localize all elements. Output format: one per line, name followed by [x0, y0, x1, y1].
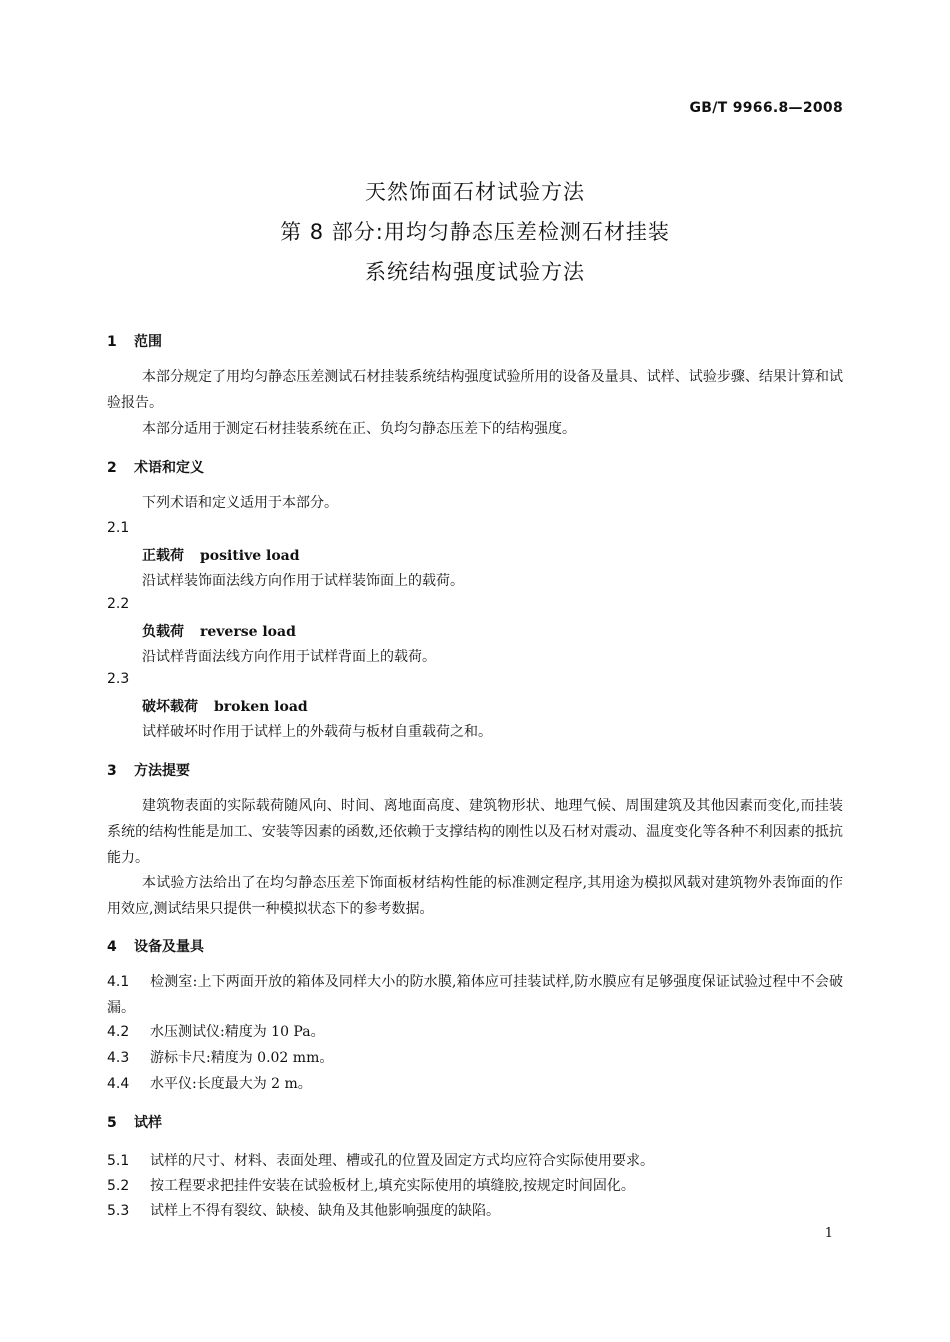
term-2-2-number: 2.2: [107, 596, 130, 612]
term-2-1-definition: 沿试样装饰面法线方向作用于试样装饰面上的载荷。: [142, 573, 464, 589]
item-5-3: [107, 1200, 500, 1220]
section-1-paragraph-1: 本部分规定了用均匀静态压差测试石材挂装系统结构强度试验所用的设备及量具、试样、试验步骤、结果计算和试验报告。: [107, 369, 843, 411]
title-line-2: 第 8 部分:用均匀静态压差检测石材挂装: [280, 220, 670, 244]
item-number: 5.3: [107, 1203, 130, 1219]
section-number: 3: [107, 763, 117, 779]
section-title: 设备及量具: [134, 939, 204, 955]
section-3-heading: [107, 760, 190, 780]
section-1-heading: [107, 331, 162, 351]
item-number: 5.1: [107, 1153, 130, 1169]
item-number: 5.2: [107, 1178, 130, 1194]
section-number: 1: [107, 334, 117, 350]
term-chinese: 正载荷: [142, 548, 184, 564]
section-3-paragraph-2: 本试验方法给出了在均匀静态压差下饰面板材结构性能的标准测定程序,其用途为模拟风载对建筑物外表饰面的作用效应,测试结果只提供一种模拟状态下的参考数据。: [107, 875, 843, 917]
item-5-2: [107, 1175, 635, 1195]
title-line-3: 系统结构强度试验方法: [365, 260, 585, 284]
item-text: 检测室:上下两面开放的箱体及同样大小的防水膜,箱体应可挂装试样,防水膜应有足够强度保证试验过程中不会破漏。: [107, 974, 843, 1016]
term-2-1: [142, 545, 300, 565]
item-number: 4.2: [107, 1024, 130, 1040]
item-4-1: [107, 969, 843, 1021]
item-number: 4.3: [107, 1050, 130, 1066]
item-number: 4.4: [107, 1076, 130, 1092]
term-2-2-definition: 沿试样背面法线方向作用于试样背面上的载荷。: [142, 649, 436, 665]
term-2-3-number: 2.3: [107, 671, 130, 687]
section-number: 2: [107, 460, 117, 476]
item-text: 试样的尺寸、材料、表面处理、槽或孔的位置及固定方式均应符合实际使用要求。: [150, 1153, 654, 1169]
section-5-heading: [107, 1112, 162, 1132]
section-title: 试样: [134, 1115, 162, 1131]
section-4-heading: [107, 936, 204, 956]
item-4-4: [107, 1073, 312, 1093]
term-2-2: [142, 621, 296, 641]
item-text: 水压测试仪:精度为 10 Pa。: [150, 1024, 325, 1040]
term-2-3-definition: 试样破坏时作用于试样上的外载荷与板材自重载荷之和。: [142, 724, 492, 740]
item-text: 试样上不得有裂纹、缺棱、缺角及其他影响强度的缺陷。: [150, 1203, 500, 1219]
term-2-3: [142, 696, 308, 716]
item-number: 4.1: [107, 974, 130, 990]
page-number: 1: [824, 1226, 833, 1241]
section-title: 范围: [134, 334, 162, 350]
section-3-paragraph-1: 建筑物表面的实际载荷随风向、时间、离地面高度、建筑物形状、地理气候、周围建筑及其他因素而变化,而挂装系统的结构性能是加工、安装等因素的函数,还依赖于支撑结构的刚性以及石材对震动、温度变化等各种不利因素的抵抗能力。: [107, 798, 843, 866]
term-english: positive load: [200, 548, 300, 564]
term-english: broken load: [214, 699, 308, 715]
item-text: 水平仪:长度最大为 2 m。: [150, 1076, 312, 1092]
item-text: 按工程要求把挂件安装在试验板材上,填充实际使用的填缝胶,按规定时间固化。: [150, 1178, 635, 1194]
term-chinese: 破坏载荷: [142, 699, 198, 715]
item-4-2: [107, 1021, 325, 1041]
item-4-3: [107, 1047, 333, 1067]
section-number: 5: [107, 1115, 117, 1131]
term-chinese: 负载荷: [142, 624, 184, 640]
section-2-intro: 下列术语和定义适用于本部分。: [142, 495, 338, 511]
standard-code: GB/T 9966.8—2008: [689, 100, 843, 116]
section-title: 方法提要: [134, 763, 190, 779]
title-line-1: 天然饰面石材试验方法: [365, 180, 585, 204]
section-number: 4: [107, 939, 117, 955]
section-title: 术语和定义: [134, 460, 204, 476]
section-1-paragraph-2: 本部分适用于测定石材挂装系统在正、负均匀静态压差下的结构强度。: [142, 421, 576, 437]
section-2-heading: [107, 457, 204, 477]
term-2-1-number: 2.1: [107, 520, 130, 536]
item-5-1: [107, 1150, 654, 1170]
item-text: 游标卡尺:精度为 0.02 mm。: [150, 1050, 334, 1066]
term-english: reverse load: [200, 624, 296, 640]
